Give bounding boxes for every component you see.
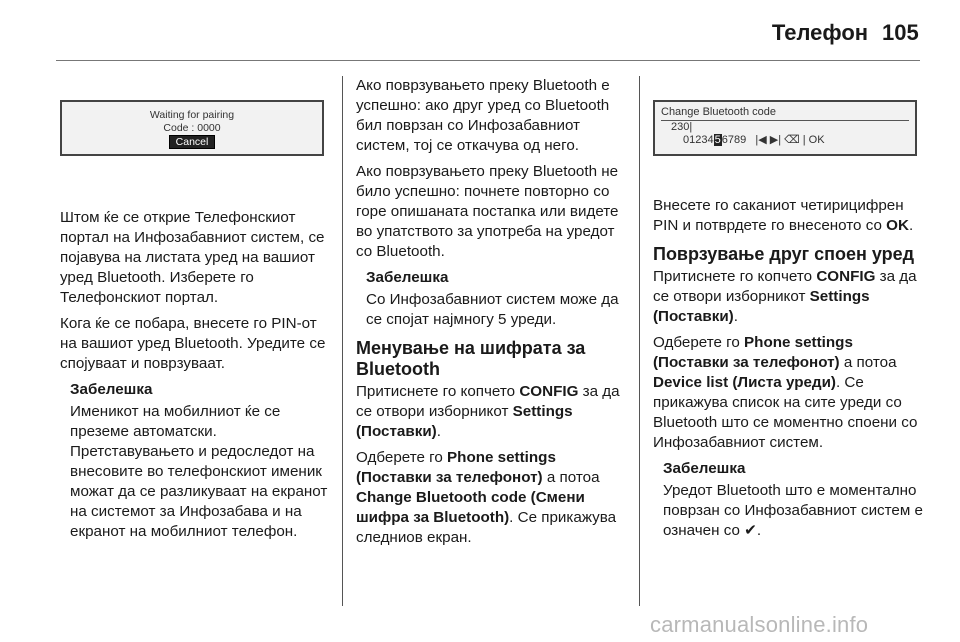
code-entry: 230| <box>671 121 693 133</box>
column-3 <box>653 76 925 543</box>
note-text: Со Инфозабавниот систем може да се спојат најмногу 5 уреди. <box>366 291 619 328</box>
pairing-screen-image <box>60 100 324 156</box>
column-1 <box>60 76 328 544</box>
note <box>60 380 328 542</box>
note <box>653 459 925 541</box>
section-heading: Поврзување друг споен уред <box>653 244 915 264</box>
note-text: Уредот Bluetooth што е моментално поврзан со Инфозабавниот систем е означен со ✔. <box>663 482 923 539</box>
header-rule <box>56 60 920 61</box>
screen-title: Change Bluetooth code <box>661 106 909 121</box>
watermark: carmanualsonline.info <box>650 612 869 637</box>
paragraph: Внесете го саканиот четирицифрен PIN и потврдете го внесеното со OK. <box>653 197 914 234</box>
paragraph: Кога ќе се побара, внесете го PIN-от на вашиот уред Bluetooth. Уредите се спојуваат и поврзуваат. <box>60 315 326 372</box>
screen-controls: |◀ ▶| ⌫ | OK <box>755 134 825 146</box>
paragraph: Штом ќе се открие Телефонскиот портал на Инфозабавниот систем, се појавува на листата уред на вашиот уред Bluetooth. Изберете го Телефонскиот портал. <box>60 209 325 306</box>
digit-selector: 0123456789 |◀ ▶| ⌫ | OK <box>683 134 825 146</box>
change-code-screen-image <box>653 100 917 156</box>
paragraph: Одберете го Phone settings (Поставки за телефонот) а потоа Change Bluetooth code (Смени шифра за Bluetooth). Се прикажува следниов екран. <box>356 449 617 546</box>
paragraph: Ако поврзувањето преку Bluetooth не било успешно: почнете повторно со горе опишаната постапка или видете во упатството за употреба на уредот со Bluetooth. <box>356 163 619 260</box>
note-title: Забелешка <box>663 460 746 477</box>
paragraph: Притиснете го копчето CONFIG за да се отвори изборникот Settings (Поставки). <box>356 383 620 440</box>
paragraph: Ако поврзувањето преку Bluetooth е успешно: ако друг уред со Bluetooth бил поврзан со Инфозабавниот систем, тој се откачува од него. <box>356 77 610 154</box>
note-title: Забелешка <box>70 381 153 398</box>
column-divider <box>342 76 343 606</box>
column-divider <box>639 76 640 606</box>
pairing-code-text: Code : 0000 <box>163 122 221 134</box>
note <box>356 268 628 330</box>
note-text: Именикот на мобилниот ќе се преземе автоматски. Претставувањето и редоследот на внесовите во телефонскиот именик можат да се разликуваат на екранот на системот за Инфозабава и на екранот на мобилниот телефон. <box>70 403 328 540</box>
column-2 <box>356 76 628 554</box>
pairing-status-text: Waiting for pairing <box>149 109 235 121</box>
check-icon: ✔ <box>744 522 757 539</box>
paragraph: Притиснете го копчето CONFIG за да се отвори изборникот Settings (Поставки). <box>653 268 917 325</box>
selected-digit: 5 <box>714 134 721 146</box>
page-number: 105 <box>882 20 919 45</box>
note-title: Забелешка <box>366 269 449 286</box>
paragraph: Одберете го Phone settings (Поставки за телефонот) а потоа Device list (Листа уреди). Се прикажува список на сите уреди со Bluetooth што се моментно споени со Инфозабавниот систем. <box>653 334 918 451</box>
section-heading: Менување на шифрата за Bluetooth <box>356 338 586 379</box>
cancel-button: Cancel <box>169 135 216 149</box>
page-title: Телефон <box>771 20 869 45</box>
